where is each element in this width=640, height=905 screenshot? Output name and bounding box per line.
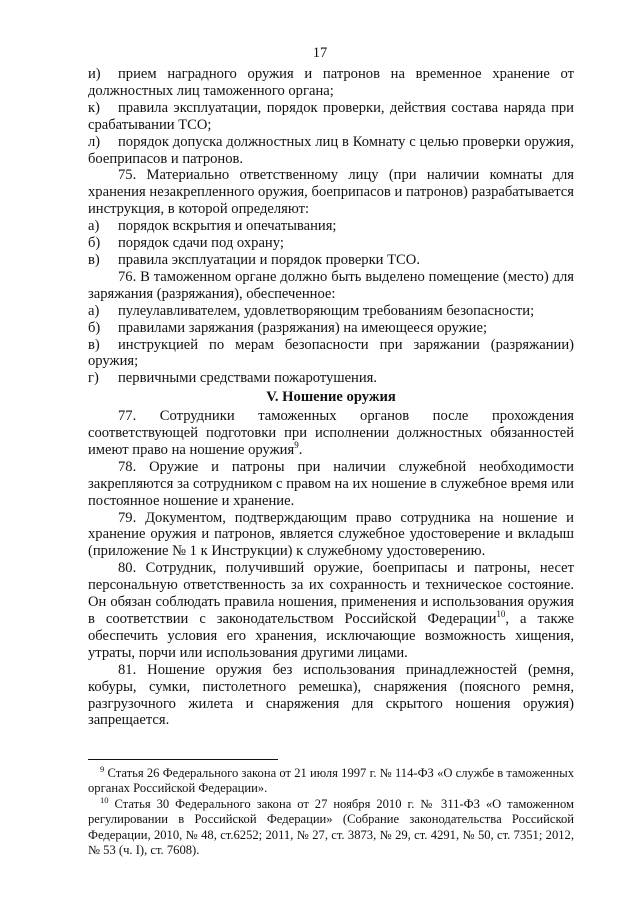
footnote-ref-9: 9 — [294, 440, 299, 451]
list-item-b — [88, 320, 574, 337]
list-marker: а) — [88, 218, 100, 235]
paragraph-81: 81. Ношение оружия без использования принадлежностей (ремня, кобуры, сумки, пистолетного ремешка), снаряжения (поясного ремня, разгрузочного жилета и снаряжения для скрытого ношения оружия) запрещается. — [88, 661, 574, 729]
list-text: порядок вскрытия и опечатывания; — [118, 218, 337, 235]
footnote-ref-10: 10 — [496, 609, 506, 620]
footnote-mark: 9 — [100, 763, 105, 774]
list-marker: б) — [88, 235, 101, 252]
main-text — [88, 66, 574, 729]
paragraph-80-text: 80. Сотрудник, получивший оружие, боеприпасы и патроны, несет персональную ответственность за их сохранность и техническое состояние. Он обязан соблюдать правила ношения, применения и использования оружия в соответствии с законодательством Российской Федерации — [88, 560, 574, 627]
paragraph-79: 79. Документом, подтверждающим право сотрудника на ношение и хранение оружия и патронов, является служебное удостоверение и вкладыш (приложение № 1 к Инструкции) к служебному удостоверению. — [88, 509, 574, 560]
list-item-a — [88, 303, 574, 320]
list-marker: а) — [88, 302, 100, 319]
list-item-g — [88, 370, 574, 387]
list-marker: к) — [88, 99, 100, 116]
list-text: прием наградного оружия и патронов на временное хранение от должностных лиц таможенного органа; — [88, 66, 574, 99]
paragraph-77-tail: . — [298, 441, 303, 458]
list-marker: г) — [88, 370, 99, 387]
list-marker: в) — [88, 336, 100, 353]
paragraph-80 — [88, 560, 574, 661]
list-text: правила эксплуатации и порядок проверки ТСО. — [118, 251, 420, 268]
footnote-9 — [88, 763, 574, 797]
list-text: правилами заряжания (разряжания) на имеющееся оружие; — [118, 319, 488, 336]
footnote-text: Статья 26 Федерального закона от 21 июля 1997 г. № 114-ФЗ «О службе в таможенных органах Российской Федерации». — [88, 766, 574, 796]
list-item-i — [88, 66, 574, 100]
list-item-v — [88, 252, 574, 269]
list-text: инструкцией по мерам безопасности при заряжании (разряжании) оружия; — [88, 336, 574, 370]
section-heading: V. Ношение оружия — [266, 389, 396, 406]
paragraph-75: 75. Материально ответственному лицу (при наличии комнаты для хранения незакрепленного оружия, боеприпасов и патронов) разрабатывается инструкция, в которой определяют: — [88, 167, 574, 218]
list-item-b — [88, 235, 574, 252]
list-marker: в) — [88, 251, 100, 268]
footnote-text: Статья 30 Федерального закона от 27 ноября 2010 г. № 311-ФЗ «О таможенном регулировании в Российской Федерации» (Собрание законодательства Российской Федерации, 2010, № 48, ст.6252; 2011, № 27, ст. 3873, № 29, ст. 4291, № 50, ст. 7351; 2012, № 53 (ч. I), ст. 7608). — [88, 796, 574, 858]
list-text: правила эксплуатации, порядок проверки, действия состава наряда при срабатывании ТСО; — [88, 99, 574, 133]
list-item-k — [88, 100, 574, 134]
paragraph-77-text: 77. Сотрудники таможенных органов после прохождения соответствующей подготовки при исполнении должностных обязанностей имеют право на ношение оружия — [88, 408, 574, 458]
list-item-l — [88, 134, 574, 168]
list-item-v — [88, 337, 574, 371]
paragraph-76: 76. В таможенном органе должно быть выделено помещение (место) для заряжания (разряжания), обеспеченное: — [88, 268, 574, 302]
footnote-divider — [88, 759, 278, 760]
list-marker: б) — [88, 319, 101, 336]
paragraph-77 — [88, 408, 574, 459]
page-number: 17 — [312, 45, 328, 61]
paragraph-78: 78. Оружие и патроны при наличии служебной необходимости закрепляются за сотрудником с правом на их ношение в служебное время или постоянное ношение и хранение. — [88, 458, 574, 509]
list-marker: л) — [88, 133, 101, 150]
footnotes — [88, 763, 574, 858]
paragraph-80-tail: , а также обеспечить условия его хранения, исключающие возможность хищения, утраты, порчи или использования другими лицами. — [88, 611, 574, 661]
list-marker: и) — [88, 66, 101, 82]
footnote-10 — [88, 794, 574, 859]
footnote-mark: 10 — [100, 794, 109, 805]
list-text: порядок допуска должностных лиц в Комнату с целью проверки оружия, боеприпасов и патронов. — [88, 133, 574, 167]
list-text: пулеулавливателем, удовлетворяющим требованиям безопасности; — [118, 302, 535, 319]
list-text: порядок сдачи под охрану; — [118, 235, 284, 252]
list-text: первичными средствами пожаротушения. — [118, 370, 378, 387]
list-item-a — [88, 218, 574, 235]
